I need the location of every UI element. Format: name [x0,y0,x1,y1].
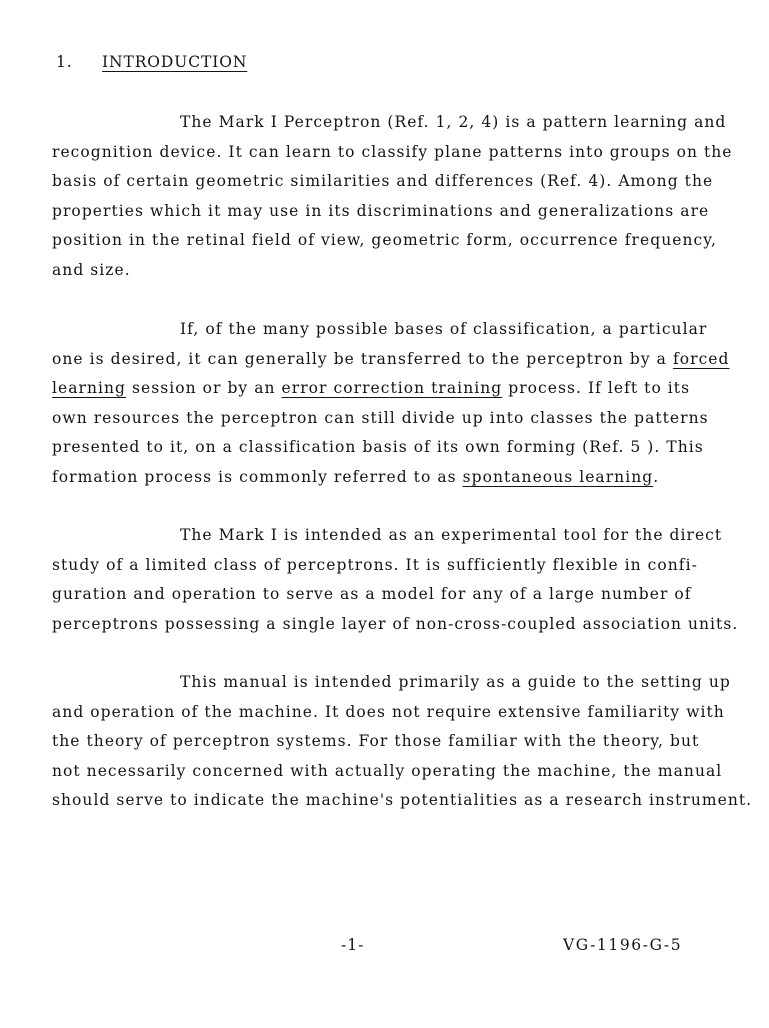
section-title: INTRODUCTION [102,53,248,71]
text-line [52,702,725,722]
text-run: properties which it may use in its discriminations and generalizations are [52,201,710,220]
text-run: the theory of perceptron systems. For those familiar with the theory, but [52,732,700,750]
text-run: perceptrons possessing a single layer of non-cross-coupled association units. [52,614,739,633]
text-line [52,408,709,428]
text-line [52,467,659,487]
text-line [52,584,692,604]
underlined-term: learning [52,379,127,397]
text-line [180,672,731,692]
text-line [52,142,733,162]
text-run: session or by an [126,379,282,397]
page-number: -1- [341,936,365,954]
underlined-term: forced [672,349,730,368]
text-line [180,319,707,339]
text-run: presented to it, on a classification basis of its own forming (Ref. 5 ). This [52,438,704,456]
section-number: 1. [56,53,73,71]
text-line [52,349,730,369]
text-line [52,437,704,457]
text-line [52,201,709,221]
text-line [52,230,717,250]
text-line [52,731,699,751]
text-run: not necessarily concerned with actually operating the machine, the manual [52,761,723,780]
text-run: formation process is commonly referred to as [52,467,463,486]
document-code: VG-1196-G-5 [563,936,683,954]
text-run: This manual is intended primarily as a guide to the setting up [180,673,731,691]
text-run: If, of the many possible bases of classification, a particular [180,320,708,338]
text-run: The Mark I Perceptron (Ref. 1, 2, 4) is a pattern learning and [180,113,727,131]
text-run: own resources the perceptron can still divide up into classes the patterns [52,408,709,427]
text-run: study of a limited class of perceptrons. It is sufficiently flexible in confi- [52,555,698,574]
text-line [52,614,738,634]
underlined-term: error correction training [281,379,503,397]
text-run: guration and operation to serve as a model for any of a large number of [52,585,692,603]
text-run: process. If left to its [502,379,691,397]
text-line [52,761,722,781]
section-heading [56,53,247,71]
text-line [52,171,713,191]
text-line [52,555,698,575]
text-run: . [653,467,660,486]
text-line [52,378,690,398]
text-run: recognition device. It can learn to classify plane patterns into groups on the [52,142,733,161]
text-line [52,790,752,810]
underlined-term: spontaneous learning [462,467,654,486]
text-line [180,112,726,132]
text-run: and size. [52,260,131,279]
text-run: one is desired, it can generally be transferred to the perceptron by a [52,349,673,368]
text-run: position in the retinal field of view, geometric form, occurrence frequency, [52,231,717,249]
text-run: The Mark I is intended as an experimental tool for the direct [180,526,723,544]
text-run: should serve to indicate the machine's potentialities as a research instrument. [52,791,753,809]
text-run: and operation of the machine. It does not require extensive familiarity with [52,702,725,721]
text-line [52,260,131,280]
text-line [180,525,722,545]
text-run: basis of certain geometric similarities and differences (Ref. 4). Among the [52,172,714,190]
